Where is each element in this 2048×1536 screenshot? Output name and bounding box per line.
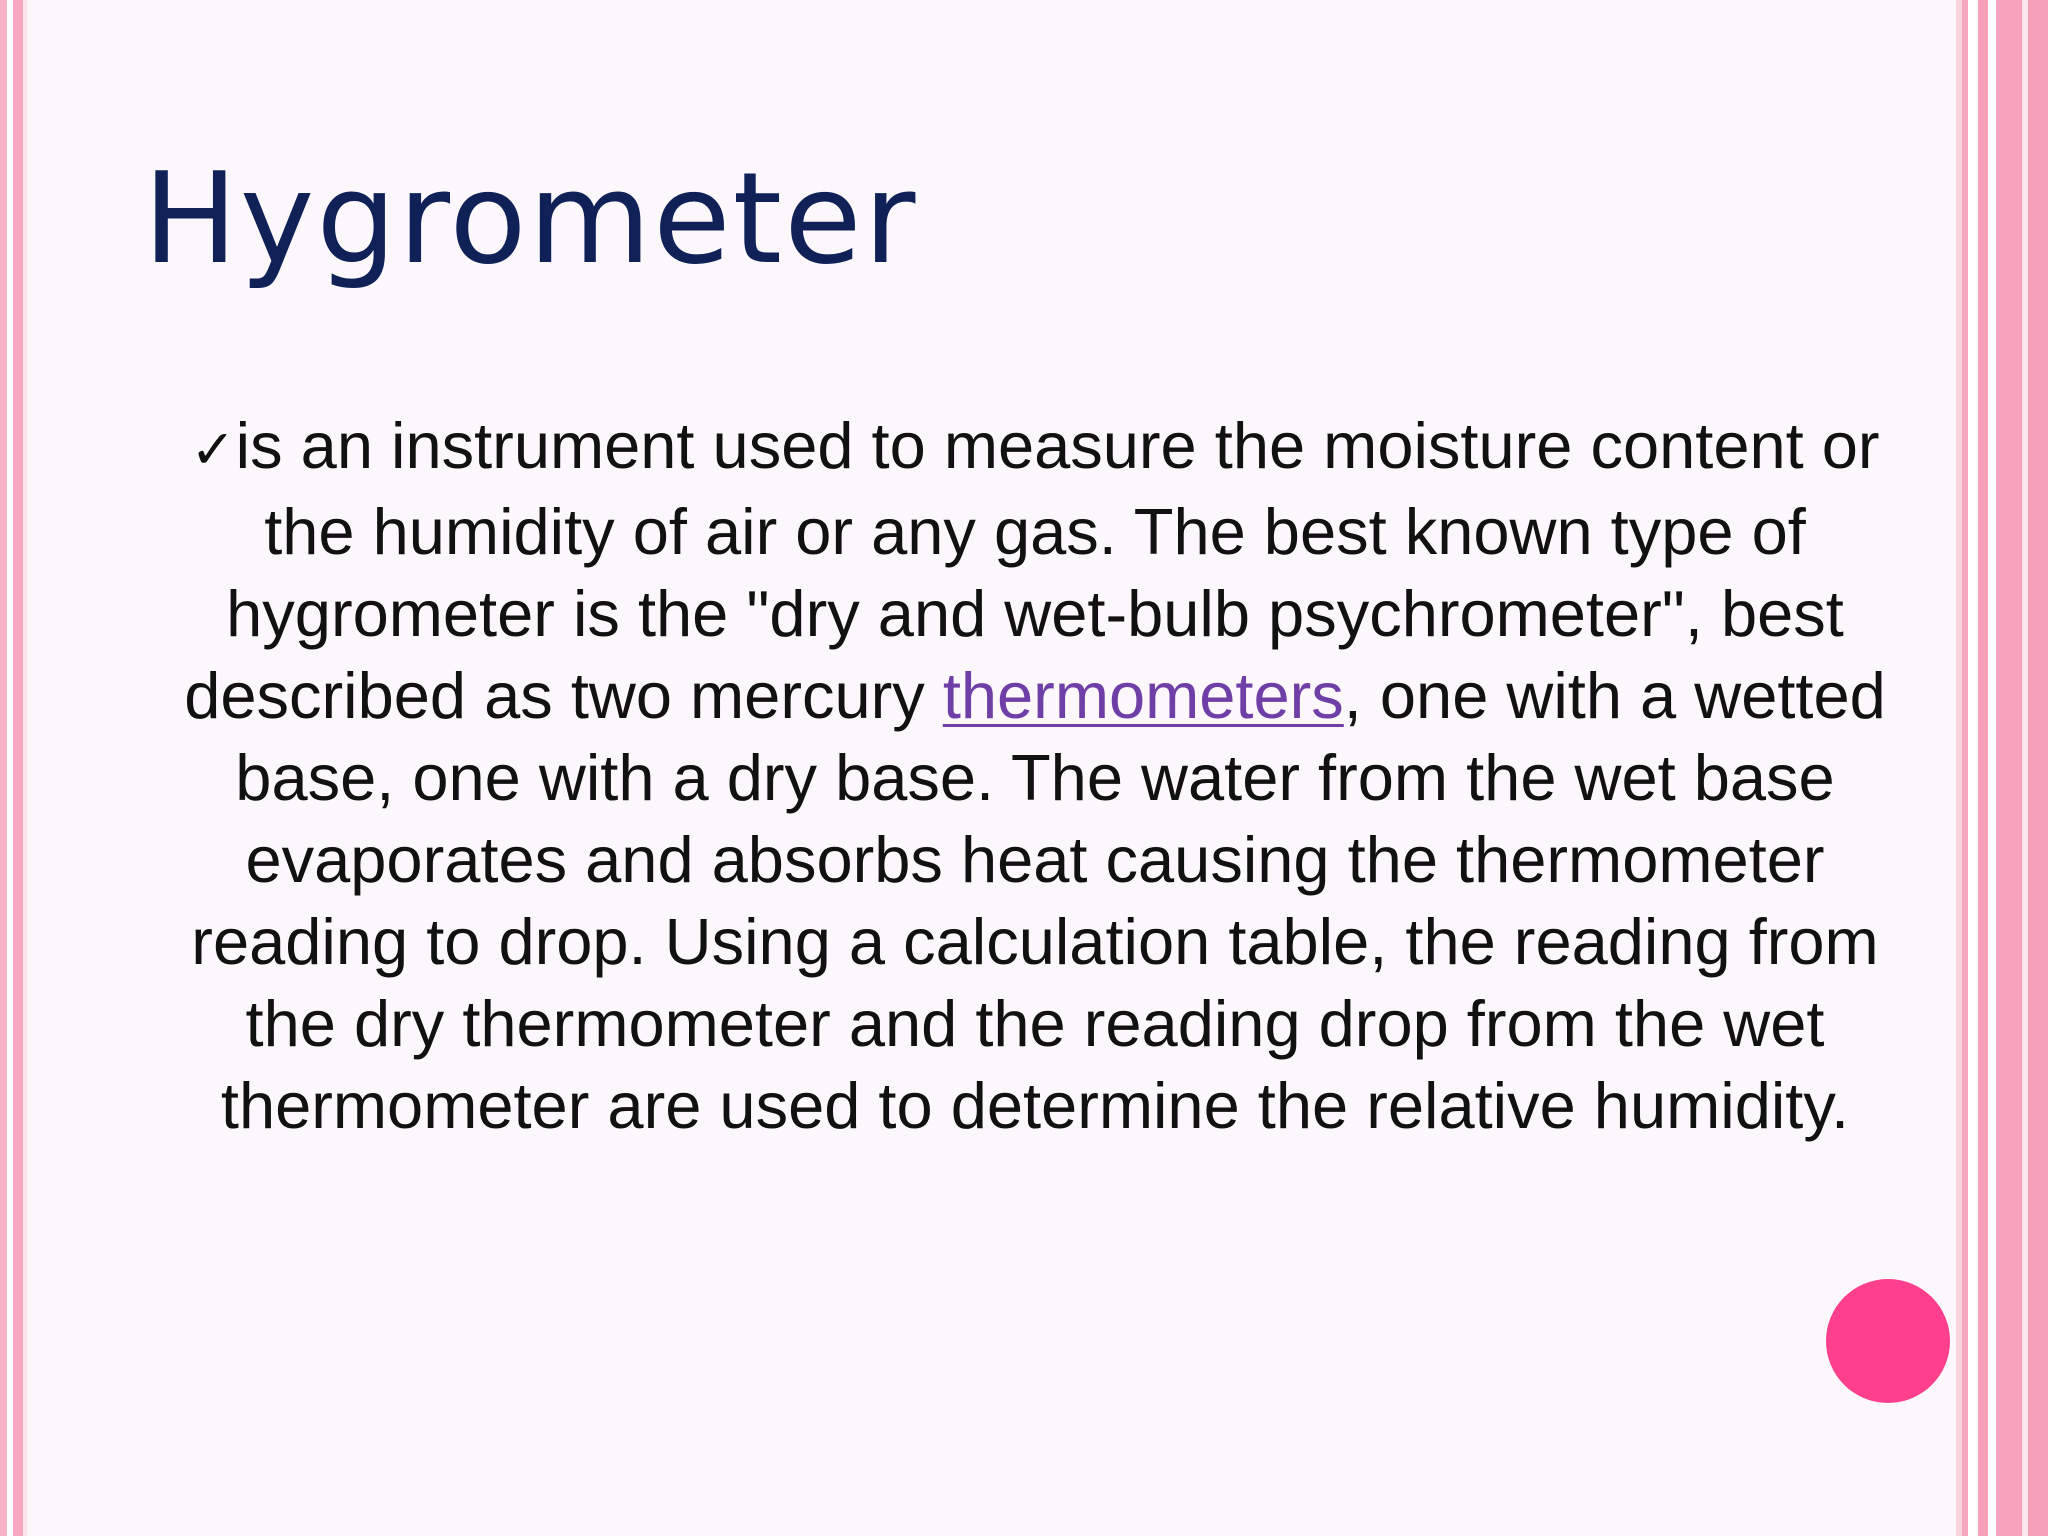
slide-body-text [140,405,1930,1147]
slide-title: Hygrometer [143,145,918,292]
body-text-part-1: is an instrument used to measure the moisture content or the humidity of air or any gas. The best known type of hygrometer is the "dry and wet-bulb psychrometer", best described as two mercury [184,409,1880,732]
checkmark-icon: ✓ [190,418,236,481]
left-border-stripe [23,0,27,1536]
right-border-stripe [1996,0,2022,1536]
thermometers-link[interactable]: thermometers [942,659,1344,732]
body-text-part-2: , one with a wetted base, one with a dry base. The water from the wet base evaporates and absorbs heat causing the thermometer reading to drop. Using a calculation table, the reading from the dry thermometer and the reading drop from the wet thermometer are used to determine the relative humidity. [191,659,1886,1142]
right-border-stripe [1988,0,1996,1536]
right-border-stripe [2028,0,2048,1536]
left-border-stripe [13,0,23,1536]
accent-dot [1826,1279,1950,1403]
right-border-stripe [1968,0,1978,1536]
right-border-stripe [1978,0,1988,1536]
left-border-stripe [0,0,7,1536]
